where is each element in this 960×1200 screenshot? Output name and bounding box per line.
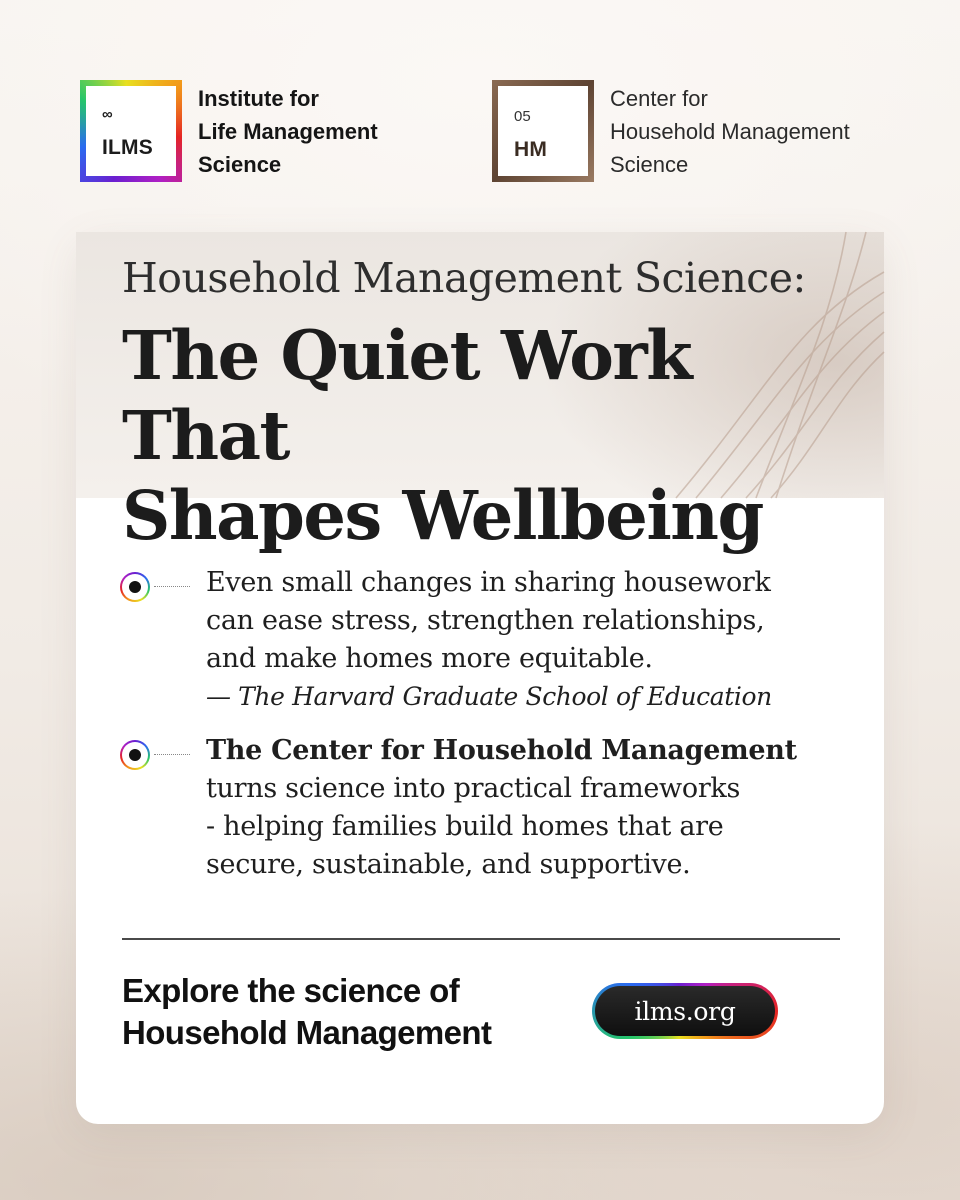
hm-name: Center for Household Management Science: [610, 85, 850, 177]
cta-text: Explore the science of Household Management: [122, 972, 492, 1051]
infinity-icon: ∞: [102, 106, 113, 123]
ilms-logo: [80, 80, 378, 182]
citation: — The Harvard Graduate School of Education: [206, 682, 772, 711]
divider: [122, 938, 840, 940]
ilms-name: Institute for Life Management Science: [198, 85, 378, 177]
dotted-leader: [154, 754, 190, 755]
url-link-button[interactable]: [592, 983, 778, 1039]
ilms-badge: [80, 80, 182, 182]
point-text: Even small changes in sharing housework can ease stress, strengthen relationships, and make homes more equitable. — The Harvard Graduate School of Education: [206, 564, 846, 716]
hero-banner: [76, 232, 884, 555]
dotted-leader: [154, 586, 190, 587]
hm-logo: [492, 80, 850, 182]
hm-badge: [492, 80, 594, 182]
hero-pretitle: Household Management Science:: [122, 254, 806, 302]
bullet-icon: [120, 740, 150, 770]
content-card: [76, 232, 884, 1124]
bullet-icon: [120, 572, 150, 602]
url-label: ilms.org: [595, 986, 775, 1036]
point-lead: The Center for Household Management: [206, 735, 797, 766]
hm-badge-number: 05: [514, 108, 531, 125]
hero-title: The Quiet Work That Shapes Wellbeing: [122, 316, 763, 555]
ilms-badge-text: ILMS: [102, 136, 153, 159]
point-text: The Center for Household Management turns science into practical frameworks - helping families build homes that are secure, sustainable, and supportive.: [206, 732, 846, 884]
hm-badge-text: HM: [514, 138, 548, 161]
